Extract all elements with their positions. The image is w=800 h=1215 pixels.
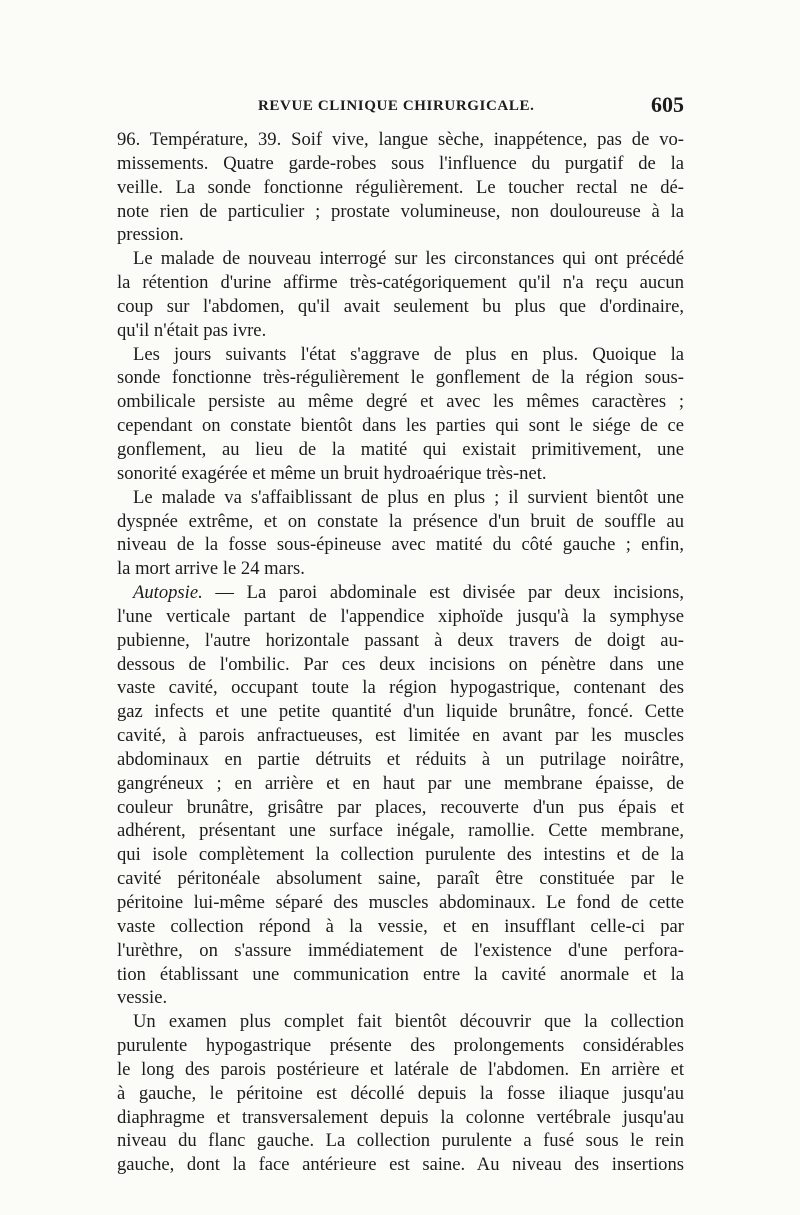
text-line: note rien de particulier ; prostate volumineuse, non douloureuse à la: [117, 200, 684, 222]
text-line: gaz infects et une petite quantité d'un liquide brunâtre, foncé. Cette: [117, 701, 684, 723]
text-line: l'une verticale partant de l'appendice xiphoïde jusqu'à la symphyse: [117, 605, 684, 627]
text-line: qu'il n'était pas ivre.: [117, 319, 267, 341]
text-line: l'urèthre, on s'assure immédiatement de l'existence d'une perfora-: [117, 939, 684, 961]
text-line: veille. La sonde fonctionne régulièrement. Le toucher rectal ne dé-: [117, 176, 684, 198]
body-text: [117, 128, 684, 1176]
text-line: coup sur l'abdomen, qu'il avait seulement bu plus que d'ordinaire,: [117, 295, 684, 317]
text-line: pubienne, l'autre horizontale passant à deux travers de doigt au-: [117, 629, 684, 651]
text-line-with-label: [117, 581, 684, 605]
section-label: Autopsie.: [133, 582, 203, 604]
text-line: cavité, à parois anfractueuses, est limitée en avant par les muscles: [117, 725, 684, 747]
text-line: sonde fonctionne très-régulièrement le gonflement de la région sous-: [117, 367, 684, 389]
text-line: gonflement, au lieu de la matité qui existait primitivement, une: [117, 438, 684, 460]
text-line: la rétention d'urine affirme très-catégoriquement qu'il n'a reçu aucun: [117, 272, 684, 294]
text-line: sonorité exagérée et même un bruit hydroaérique très-net.: [117, 462, 547, 484]
text-line: pression.: [117, 224, 184, 246]
text-line: gauche, dont la face antérieure est saine. Au niveau des insertions: [117, 1154, 684, 1176]
text-line: dyspnée extrême, et on constate la présence d'un bruit de souffle au: [117, 510, 684, 532]
text-line: Le malade de nouveau interrogé sur les circonstances qui ont précédé: [133, 248, 684, 270]
paragraph-autopsy: [117, 581, 684, 1010]
text-line: vaste cavité, occupant toute la région hypogastrique, contenant des: [117, 677, 684, 699]
text-line: péritoine lui-même séparé des muscles abdominaux. Le fond de cette: [117, 892, 684, 913]
text-line: le long des parois postérieure et latérale de l'abdomen. En arrière et: [117, 1058, 684, 1080]
text-line: vaste collection répond à la vessie, et en insufflant celle-ci par: [117, 915, 684, 937]
text-line: diaphragme et transversalement depuis la colonne vertébrale jusqu'au: [117, 1106, 684, 1128]
text-line: purulente hypogastrique présente des prolongements considérables: [117, 1035, 684, 1057]
page-header: [117, 92, 684, 122]
text-line: niveau du flanc gauche. La collection purulente a fusé sous le rein: [117, 1130, 684, 1152]
paragraph: [117, 1010, 684, 1177]
text-line: abdominaux en partie détruits et réduits à un putrilage noirâtre,: [117, 748, 684, 770]
text-line: tion établissant une communication entre la cavité anormale et la: [117, 963, 684, 985]
page-number: 605: [651, 92, 684, 117]
text-line: vessie.: [117, 987, 168, 1009]
text-line: — La paroi abdominale est divisée par deux incisions,: [202, 582, 684, 604]
text-line: à gauche, le péritoine est décollé depuis la fosse iliaque jusqu'au: [117, 1082, 684, 1104]
text-line: la mort arrive le 24 mars.: [117, 558, 305, 580]
text-line: niveau de la fosse sous-épineuse avec matité du côté gauche ; enfin,: [117, 534, 684, 556]
running-title: REVUE CLINIQUE CHIRURGICALE.: [258, 98, 535, 114]
paragraph: [117, 247, 684, 342]
text-line: Le malade va s'affaiblissant de plus en plus ; il survient bientôt une: [133, 486, 684, 508]
text-line: 96. Température, 39. Soif vive, langue sèche, inappétence, pas de vo-: [117, 129, 684, 150]
text-line: Les jours suivants l'état s'aggrave de plus en plus. Quoique la: [133, 343, 684, 365]
text-line: Un examen plus complet fait bientôt découvrir que la collection: [133, 1011, 684, 1033]
text-line: gangréneux ; en arrière et en haut par une membrane épaisse, de: [117, 772, 684, 794]
paragraph: [117, 343, 684, 486]
text-line: ombilicale persiste au même degré et avec les mêmes caractères ;: [117, 391, 684, 413]
text-line: qui isole complètement la collection purulente des intestins et de la: [117, 844, 684, 866]
text-line: adhérent, présentant une surface inégale, ramollie. Cette membrane,: [117, 820, 684, 842]
paragraph: [117, 128, 684, 247]
paragraph: [117, 486, 684, 581]
text-line: cavité péritonéale absolument saine, paraît être constituée par le: [117, 868, 684, 890]
text-line: cependant on constate bientôt dans les parties qui sont le siége de ce: [117, 415, 684, 437]
text-line: couleur brunâtre, grisâtre par places, recouverte d'un pus épais et: [117, 796, 684, 818]
text-line: dessous de l'ombilic. Par ces deux incisions on pénètre dans une: [117, 653, 684, 675]
text-line: missements. Quatre garde-robes sous l'influence du purgatif de la: [117, 152, 684, 174]
